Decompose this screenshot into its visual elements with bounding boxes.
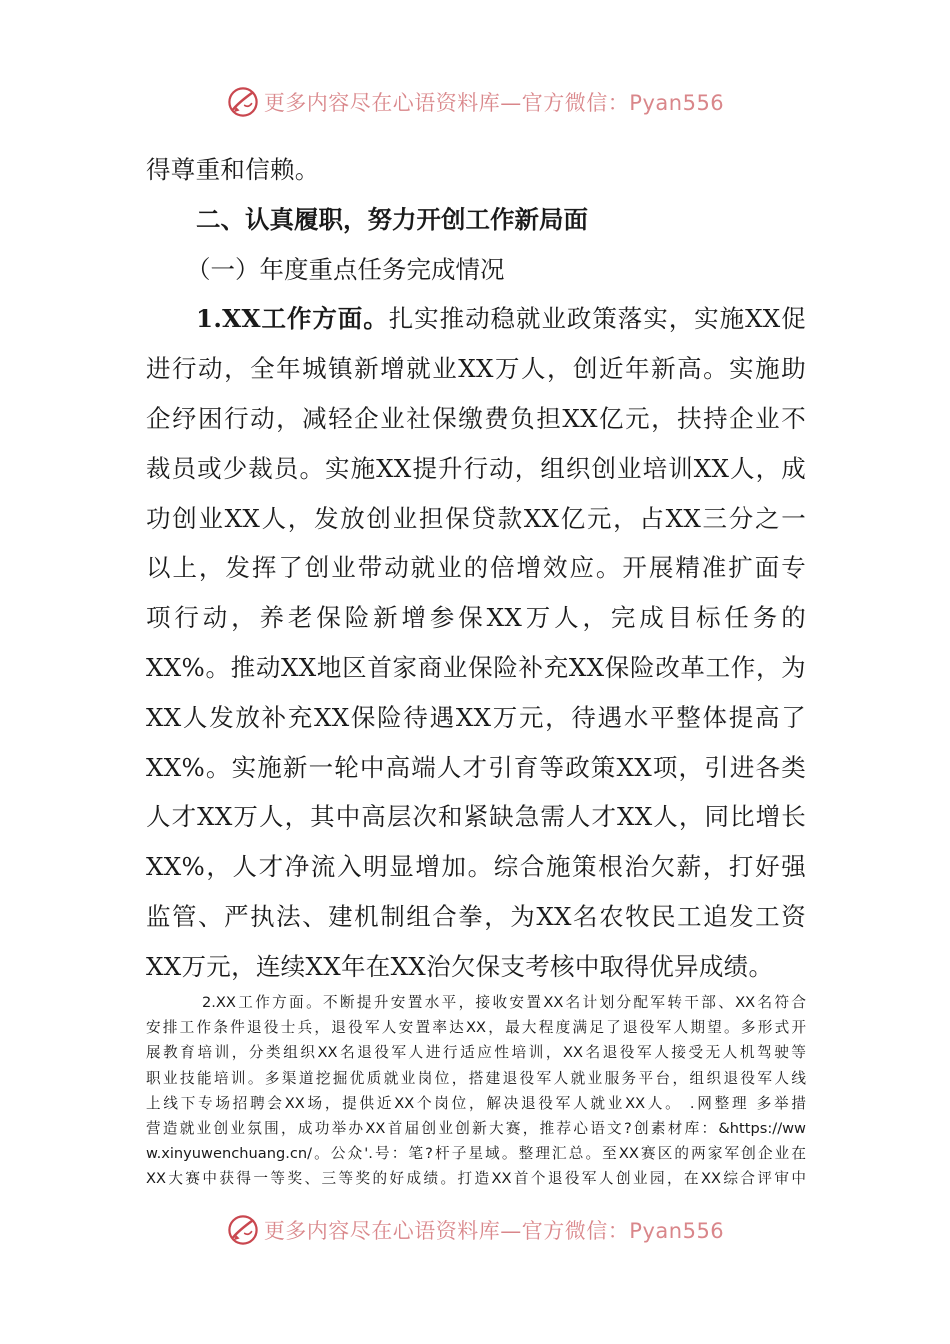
paragraph-first-rest: 扎实推动稳就业政策落实，实施XX促 <box>388 304 806 334</box>
paragraph-line: 人才XX万人，其中高层次和紧缺急需人才XX人，同比增长 <box>146 802 806 832</box>
small-paragraph <box>146 990 806 1192</box>
paragraph-line: XX%。实施新一轮中高端人才引育等政策XX项，引进各类 <box>146 752 806 782</box>
small-paragraph-line: 安排工作条件退役士兵，退役军人安置率达XX，最大程度满足了退役军人期望。多形式开 <box>146 1019 806 1037</box>
subsection-heading: （一）年度重点任务完成情况 <box>186 254 505 284</box>
small-paragraph-line: 上线下专场招聘会XX场，提供近XX个岗位，解决退役军人就业XX人。 .网整理 多举措 <box>146 1094 806 1112</box>
paragraph-line: XX万元，连续XX年在XX治欠保支考核中取得优异成绩。 <box>146 951 774 981</box>
small-paragraph-line: 2.XX工作方面。不断提升安置水平，接收安置XX名计划分配军转干部、XX名符合 <box>202 994 806 1011</box>
paragraph-line: 项行动，养老保险新增参保XX万人，完成目标任务的 <box>146 603 806 633</box>
carry-over-line: 得尊重和信赖。 <box>146 155 320 184</box>
small-paragraph-line: XX大赛中获得一等奖、三等奖的好成绩。打造XX首个退役军人创业园，在XX综合评审中 <box>146 1170 806 1188</box>
paragraph-line: XX%，人才净流入明显增加。综合施策根治欠薪，打好强 <box>146 852 806 882</box>
banner-text: 更多内容尽在心语资料库—官方微信：Pyan556 <box>263 91 725 115</box>
pen-logo-icon <box>226 1213 260 1247</box>
pen-logo-icon <box>226 85 260 119</box>
paragraph-line: 功创业XX人，发放创业担保贷款XX亿元，占XX三分之一 <box>146 503 806 533</box>
section-heading: 二、认真履职，努力开创工作新局面 <box>196 204 588 234</box>
paragraph-lead: 1.XX工作方面。 <box>196 304 389 334</box>
paragraph-line: 进行动，全年城镇新增就业XX万人，创近年新高。实施助 <box>146 354 806 384</box>
paragraph-line: XX%。推动XX地区首家商业保险补充XX保险改革工作，为 <box>146 652 806 682</box>
small-paragraph-line: 展教育培训，分类组织XX名退役军人进行适应性培训，XX名退役军人接受无人机驾驶等 <box>146 1044 806 1062</box>
footer-banner <box>0 1208 950 1252</box>
small-paragraph-line: w.xinyuwenchuang.cn/。公众'.号：笔?杆子星域。整理汇总。至XX赛区的两家军创企业在 <box>146 1145 806 1163</box>
small-paragraph-line: 职业技能培训。多渠道挖掘优质就业岗位，搭建退役军人就业服务平台，组织退役军人线 <box>146 1069 806 1087</box>
paragraph-line: 裁员或少裁员。实施XX提升行动，组织创业培训XX人，成 <box>146 453 806 483</box>
paragraph-line <box>146 294 806 344</box>
paragraph-line: 以上，发挥了创业带动就业的倍增效应。开展精准扩面专 <box>146 553 806 583</box>
paragraph-line: XX人发放补充XX保险待遇XX万元，待遇水平整体提高了 <box>146 702 806 732</box>
header-banner <box>0 80 950 124</box>
small-paragraph-line: 营造就业创业氛围，成功举办XX首届创业创新大赛，推荐心语文?创素材库：&https://ww <box>146 1119 806 1137</box>
paragraph-line: 监管、严执法、建机制组合拳，为XX名农牧民工追发工资 <box>146 901 806 931</box>
paragraph-line: 企纾困行动，减轻企业社保缴费负担XX亿元，扶持企业不 <box>146 403 806 433</box>
banner-text: 更多内容尽在心语资料库—官方微信：Pyan556 <box>263 1219 725 1243</box>
document-body <box>146 145 806 992</box>
